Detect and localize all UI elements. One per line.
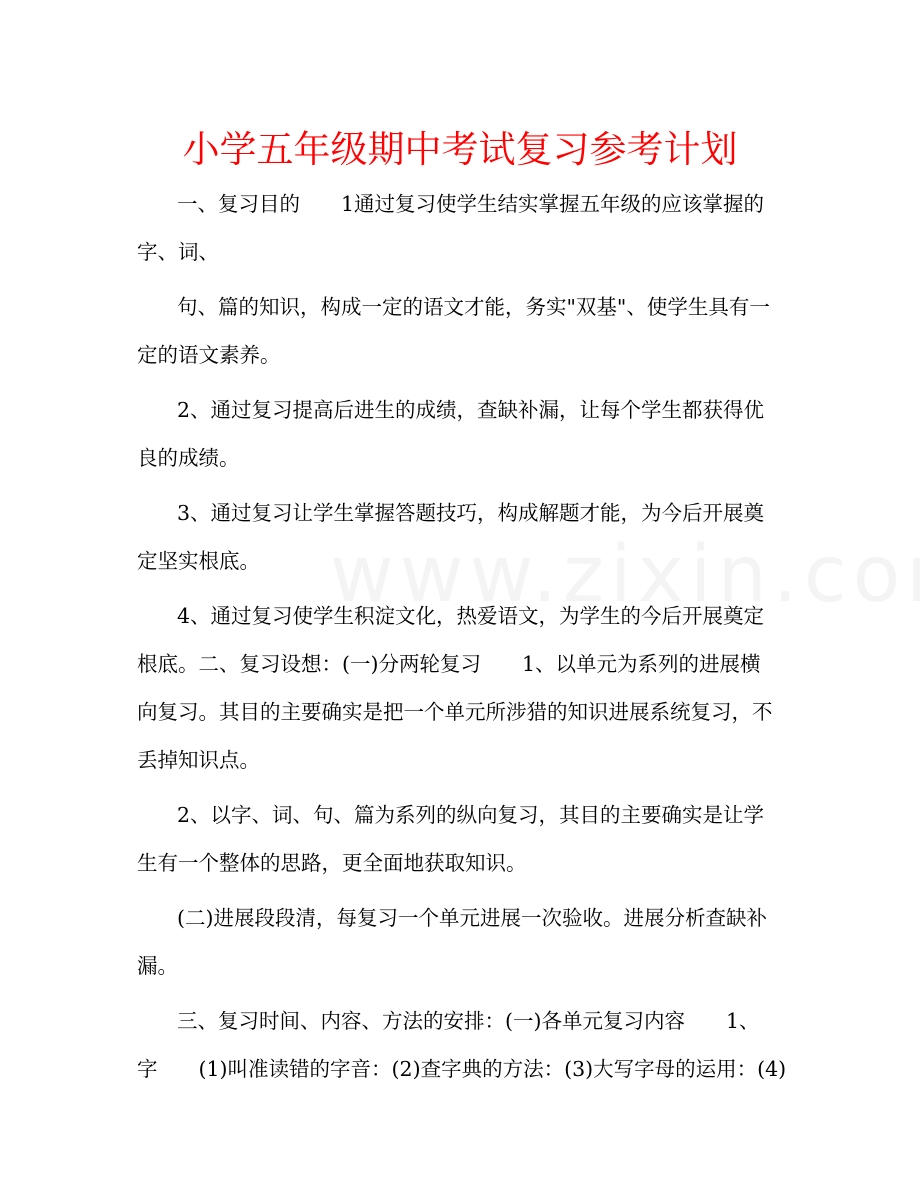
text-line: 2、通过复习提高后进生的成绩，查缺补漏，让每个学生都获得优	[177, 398, 765, 422]
text-line: 生有一个整体的思路，更全面地获取知识。	[137, 851, 527, 875]
text-line: 定坚实根底。	[137, 549, 260, 573]
text-line: 根底。二、复习设想：(一)分两轮复习 1、以单元为系列的进展横	[137, 652, 761, 676]
text-line: 字、词、	[137, 240, 219, 264]
document-title: 小学五年级期中考试复习参考计划	[182, 128, 738, 171]
text-line: 句、篇的知识，构成一定的语文才能，务实"双基"、使学生具有一	[177, 295, 770, 319]
text-line: 3、通过复习让学生掌握答题技巧，构成解题才能，为今后开展奠	[177, 501, 765, 525]
text-line: 定的语文素养。	[137, 343, 281, 367]
text-line: 良的成绩。	[137, 446, 240, 470]
text-line: 一、复习目的 1通过复习使学生结实掌握五年级的应该掌握的	[177, 192, 765, 216]
text-line: 4、通过复习使学生积淀文化，热爱语文，为学生的今后开展奠定	[177, 604, 765, 628]
text-line: 向复习。其目的主要确实是把一个单元所涉猎的知识进展系统复习，不	[137, 700, 773, 724]
text-line: 漏。	[137, 954, 178, 978]
text-line: 字 (1)叫准读错的字音：(2)查字典的方法：(3)大写字母的运用：(4)	[137, 1057, 787, 1081]
text-line: 丢掉知识点。	[137, 748, 260, 772]
text-line: (二)进展段段清，每复习一个单元进展一次验收。进展分析查缺补	[177, 906, 767, 930]
text-line: 2、以字、词、句、篇为系列的纵向复习，其目的主要确实是让学	[177, 803, 765, 827]
text-line: 三、复习时间、内容、方法的安排：(一)各单元复习内容 1、	[177, 1009, 760, 1033]
